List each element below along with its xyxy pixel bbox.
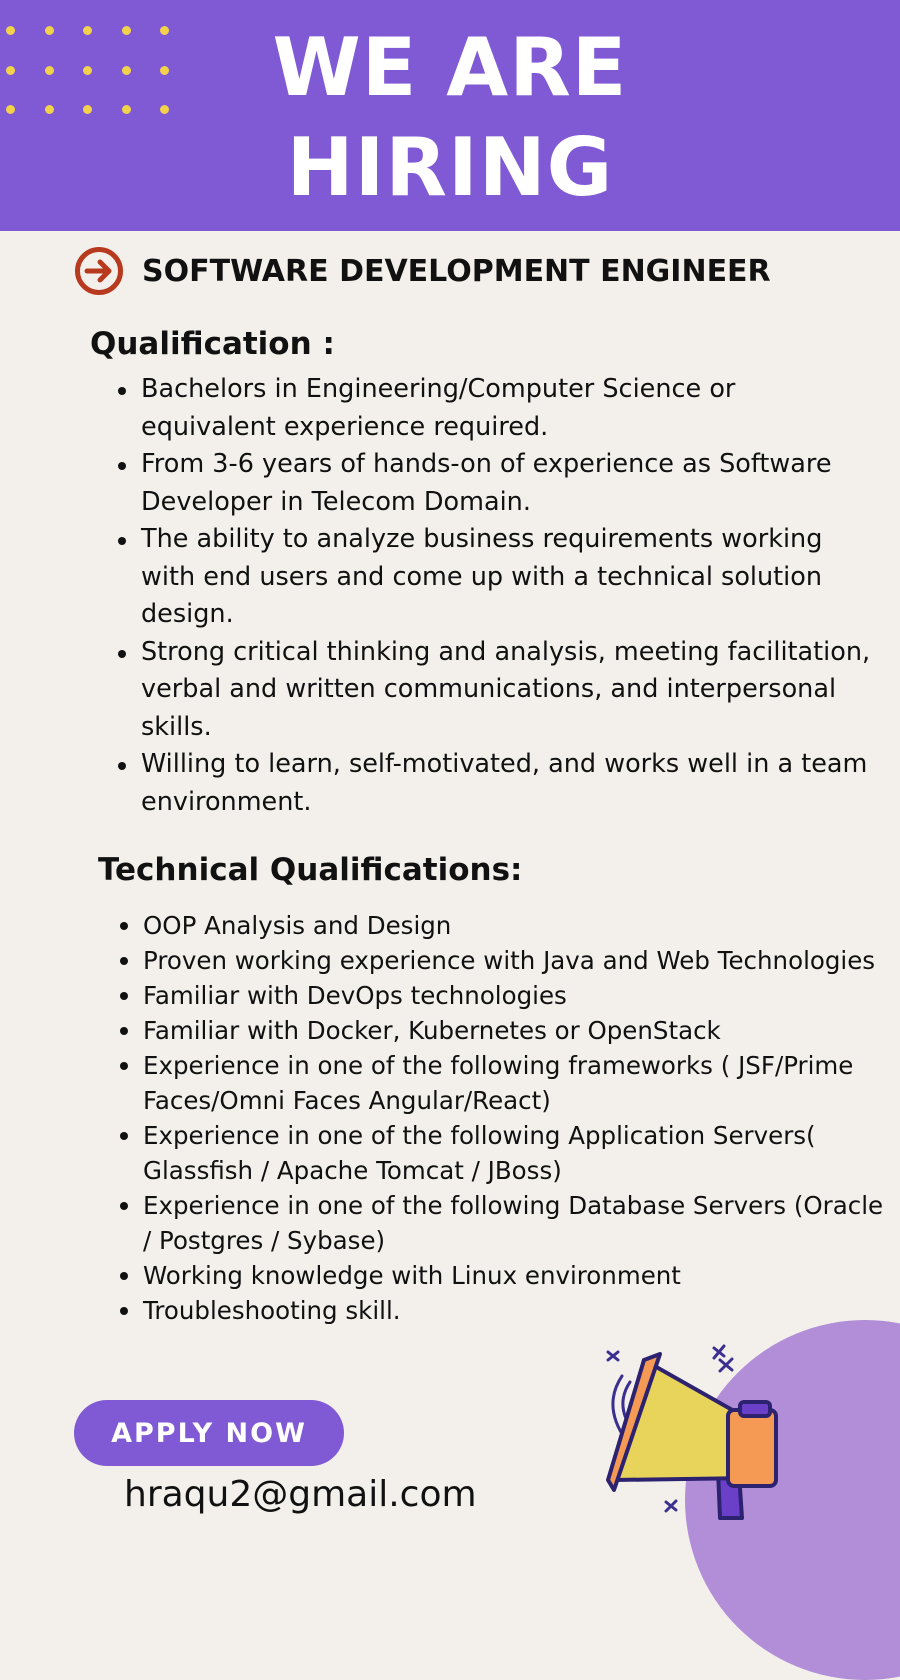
- technical-item: Experience in one of the following Application Servers( Glassfish / Apache Tomcat / JBoss): [119, 1118, 889, 1188]
- qualification-heading: Qualification :: [90, 326, 335, 362]
- hero-banner: [0, 0, 900, 231]
- technical-qualifications-list: [119, 908, 889, 1328]
- technical-item: Proven working experience with Java and Web Technologies: [119, 943, 889, 978]
- qualification-item: Bachelors in Engineering/Computer Science or equivalent experience required.: [117, 371, 877, 446]
- megaphone-icon: [600, 1340, 810, 1530]
- qualification-item: Willing to learn, self-motivated, and works well in a team environment.: [117, 746, 877, 821]
- technical-item: Familiar with Docker, Kubernetes or OpenStack: [119, 1013, 889, 1048]
- arrow-right-circle-icon: [74, 246, 124, 296]
- job-role: [74, 246, 771, 296]
- technical-qualifications-heading: Technical Qualifications:: [98, 852, 523, 888]
- qualification-item: From 3-6 years of hands-on of experience as Software Developer in Telecom Domain.: [117, 446, 877, 521]
- technical-item: OOP Analysis and Design: [119, 908, 889, 943]
- hero-title: [0, 18, 900, 218]
- hero-title-line1: WE ARE: [272, 21, 628, 114]
- technical-item: Experience in one of the following frameworks ( JSF/Prime Faces/Omni Faces Angular/React): [119, 1048, 889, 1118]
- technical-item: Familiar with DevOps technologies: [119, 978, 889, 1013]
- technical-item: Troubleshooting skill.: [119, 1293, 889, 1328]
- hero-title-line2: HIRING: [286, 121, 614, 214]
- technical-item: Working knowledge with Linux environment: [119, 1258, 889, 1293]
- contact-email-link[interactable]: hraqu2@gmail.com: [124, 1474, 477, 1515]
- apply-now-button[interactable]: APPLY NOW: [74, 1400, 344, 1466]
- technical-item: Experience in one of the following Database Servers (Oracle / Postgres / Sybase): [119, 1188, 889, 1258]
- qualification-item: Strong critical thinking and analysis, meeting facilitation, verbal and written communications, and interpersonal skills.: [117, 634, 877, 747]
- qualification-item: The ability to analyze business requirements working with end users and come up with a technical solution design.: [117, 521, 877, 634]
- qualification-list: [117, 371, 877, 821]
- job-title: SOFTWARE DEVELOPMENT ENGINEER: [142, 253, 771, 289]
